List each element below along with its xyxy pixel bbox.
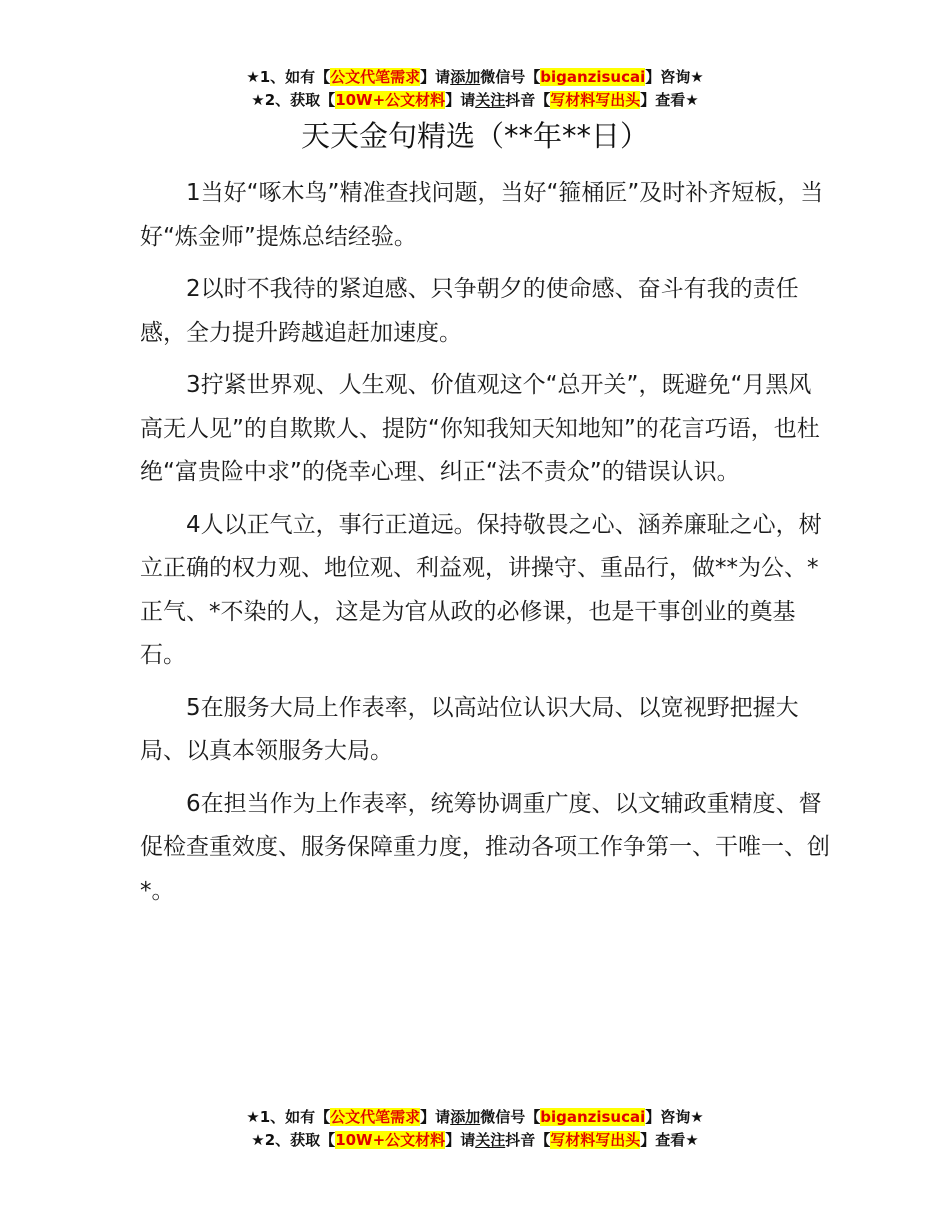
footer-banner: [0, 1106, 950, 1152]
banner-text: ★2、获取【: [251, 91, 336, 109]
underlined-text: 关注: [475, 91, 506, 109]
banner-text: 微信号【: [480, 1108, 541, 1126]
document-title: 天天金句精选（**年**日）: [300, 119, 649, 153]
highlight-materials: 10W+公文材料: [335, 91, 446, 109]
underlined-text: 添加: [450, 68, 481, 86]
banner-line-1: [0, 1106, 950, 1129]
banner-text: 抖音【: [505, 91, 551, 109]
paragraph-3: 3拧紧世界观、人生观、价值观这个“总开关”，既避免“月黑风高无人见”的自欺欺人、提防“你知我知天知地知”的花言巧语，也杜绝“富贵险中求”的侥幸心理、纠正“法不责众”的错误认识。: [140, 372, 820, 485]
banner-text: 】请: [445, 1131, 476, 1149]
banner-line-2: [0, 89, 950, 112]
header-banner: [0, 66, 950, 112]
banner-text: 】请: [420, 1108, 451, 1126]
paragraph-4: 4人以正气立，事行正道远。保持敬畏之心、涵养廉耻之心，树立正确的权力观、地位观、利益观，讲操守、重品行，做**为公、*正气、*不染的人，这是为官从政的必修课，也是干事创业的奠基石。: [140, 511, 822, 668]
banner-text: 】请: [420, 68, 451, 86]
banner-text: 】咨询★: [645, 1108, 704, 1126]
paragraph-2: 2以时不我待的紧迫感、只争朝夕的使命感、奋斗有我的责任感，全力提升跨越追赶加速度。: [140, 276, 799, 346]
highlight-materials: 10W+公文材料: [335, 1131, 446, 1149]
banner-text: 】查看★: [640, 1131, 699, 1149]
paragraph-6: 6在担当作为上作表率，统筹协调重广度、以文辅政重精度、督促检查重效度、服务保障重力度，推动各项工作争第一、干唯一、创*。: [140, 790, 830, 904]
banner-text: 微信号【: [480, 68, 541, 86]
banner-text: ★1、如有【: [246, 68, 331, 86]
underlined-text: 添加: [450, 1108, 481, 1126]
banner-text: ★2、获取【: [251, 1131, 336, 1149]
banner-line-2: [0, 1129, 950, 1152]
highlight-douyin-account: 写材料写出头: [550, 1131, 641, 1149]
highlight-service: 公文代笔需求: [330, 68, 421, 86]
highlight-service: 公文代笔需求: [330, 1108, 421, 1126]
banner-line-1: [0, 66, 950, 89]
paragraph-5: 5在服务大局上作表率，以高站位认识大局、以宽视野把握大局、以真本领服务大局。: [140, 694, 799, 764]
highlight-wechat-id: biganzisucai: [540, 1108, 646, 1126]
banner-text: 】查看★: [640, 91, 699, 109]
banner-text: 】咨询★: [645, 68, 704, 86]
banner-text: 抖音【: [505, 1131, 551, 1149]
highlight-wechat-id: biganzisucai: [540, 68, 646, 86]
underlined-text: 关注: [475, 1131, 506, 1149]
document-body: [140, 172, 830, 922]
highlight-douyin-account: 写材料写出头: [550, 91, 641, 109]
banner-text: ★1、如有【: [246, 1108, 331, 1126]
paragraph-1: 1当好“啄木鸟”精准查找问题，当好“箍桶匠”及时补齐短板，当好“炼金师”提炼总结经验。: [140, 180, 824, 250]
banner-text: 】请: [445, 91, 476, 109]
